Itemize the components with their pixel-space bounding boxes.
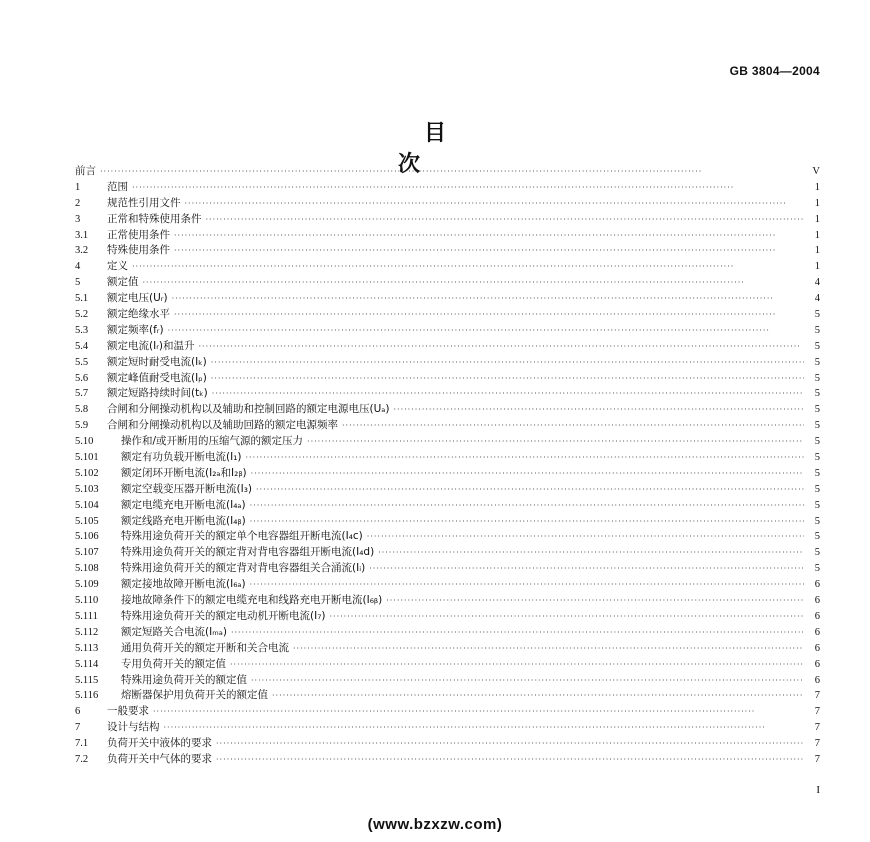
toc-entry-page: 1 [814,181,820,193]
toc-entry-label: 定义 [107,260,128,273]
toc-dot-leader [307,434,804,450]
toc-entry-label: 额定短路关合电流(Iₘₐ) [121,625,227,638]
toc-entry[interactable] [75,736,820,752]
toc-dot-leader [342,418,804,434]
toc-dot-leader [211,355,804,371]
toc-entry-label: 设计与结构 [107,721,160,734]
toc-entry[interactable] [75,402,820,418]
toc-dot-leader [250,577,804,593]
toc-entry[interactable] [75,577,820,593]
toc-entry-number: 4 [75,261,81,273]
toc-entry-page: 4 [814,293,820,305]
toc-entry-label: 额定短时耐受电流(Iₖ) [107,355,207,368]
toc-entry-page: V [812,166,820,177]
toc-entry-page: 6 [814,642,820,654]
toc-dot-leader [100,164,804,180]
toc-entry[interactable] [75,720,820,736]
toc-dot-leader [211,371,804,387]
toc-entry-label: 额定闭环开断电流(I₂ₐ和I₂ᵦ) [121,466,247,479]
toc-dot-leader [174,307,804,323]
toc-entry-label: 规范性引用文件 [107,196,181,209]
toc-entry-label: 接地故障条件下的额定电缆充电和线路充电开断电流(I₆ᵦ) [121,594,383,607]
toc-entry[interactable] [75,498,820,514]
toc-entry-page: 6 [814,626,820,638]
toc-entry[interactable] [75,529,820,545]
toc-entry-number: 5.10 [75,436,94,448]
toc-entry-number: 5.112 [75,626,99,638]
toc-entry[interactable] [75,386,820,402]
toc-entry-page: 5 [814,467,820,479]
toc-entry-number: 5.104 [75,499,99,511]
toc-entry-page: 5 [814,499,820,511]
toc-entry-number: 5.106 [75,531,99,543]
toc-entry-page: 7 [814,690,820,702]
toc-dot-leader [174,228,804,244]
toc-dot-leader [367,529,804,545]
toc-entry[interactable] [75,625,820,641]
toc-entry-label: 特殊使用条件 [107,244,170,257]
toc-entry-label: 额定电压(Uᵣ) [107,292,168,305]
toc-entry-number: 5.105 [75,515,99,527]
toc-entry-number: 5.3 [75,324,89,336]
toc-dot-leader [369,561,804,577]
toc-entry[interactable] [75,482,820,498]
toc-entry-label: 合闸和分闸操动机构以及辅助和控制回路的额定电源电压(Uₐ) [107,403,390,416]
toc-entry-number: 5.115 [75,674,99,686]
toc-entry-page: 5 [814,452,820,464]
toc-entry[interactable] [75,545,820,561]
website-watermark: (www.bzxzw.com) [367,816,503,833]
toc-entry-label: 通用负荷开关的额定开断和关合电流 [121,641,289,654]
toc-dot-leader [132,259,804,275]
toc-entry-label: 操作和/或开断用的压缩气源的额定压力 [121,435,304,448]
toc-entry[interactable] [75,243,820,259]
toc-entry-number: 7.2 [75,753,89,765]
toc-entry[interactable] [75,450,820,466]
toc-entry-page: 5 [814,388,820,400]
toc-entry-number: 5 [75,277,81,289]
toc-entry[interactable] [75,514,820,530]
toc-entry-number: 7.1 [75,738,89,750]
toc-entry-label: 额定接地故障开断电流(I₆ₐ) [121,578,246,591]
toc-entry[interactable] [75,371,820,387]
toc-entry-number: 6 [75,706,81,718]
toc-dot-leader [164,720,805,736]
toc-dot-leader [250,498,804,514]
toc-entry-page: 5 [814,372,820,384]
toc-entry-number: 5.116 [75,690,99,702]
toc-entry[interactable] [75,466,820,482]
toc-dot-leader [132,180,804,196]
toc-entry-page: 5 [814,515,820,527]
toc-entry-page: 5 [814,563,820,575]
toc-entry-number: 5.4 [75,340,89,352]
toc-entry-page: 5 [814,324,820,336]
toc-entry-label: 正常和特殊使用条件 [107,212,202,225]
toc-entry-page: 5 [814,309,820,321]
toc-dot-leader [250,514,804,530]
toc-entry-number: 3 [75,213,81,225]
toc-entry-page: 5 [814,483,820,495]
toc-entry-number: 5.6 [75,372,89,384]
toc-entry-page: 7 [814,753,820,765]
toc-entry-label: 负荷开关中气体的要求 [107,752,212,765]
toc-entry[interactable] [75,752,820,768]
toc-dot-leader [256,482,804,498]
toc-entry-page: 1 [814,213,820,225]
page-title: 目 次 [397,121,573,177]
toc-entry-label: 特殊用途负荷开关的额定电动机开断电流(I₇) [121,609,326,622]
toc-entry-page: 5 [814,404,820,416]
toc-entry-number: 7 [75,722,81,734]
toc-entry-label: 负荷开关中液体的要求 [107,737,212,750]
toc-dot-leader [386,593,804,609]
toc-entry-page: 7 [814,706,820,718]
toc-entry[interactable] [75,434,820,450]
toc-entry-page: 7 [814,722,820,734]
toc-entry[interactable] [75,180,820,196]
toc-entry-number: 5.114 [75,658,99,670]
toc-entry[interactable] [75,609,820,625]
toc-dot-leader [185,196,805,212]
toc-entry-label: 一般要求 [107,705,149,718]
toc-entry-number: 5.1 [75,293,89,305]
toc-dot-leader [378,545,804,561]
toc-entry[interactable] [75,688,820,704]
toc-entry-number: 5.5 [75,356,89,368]
toc-entry[interactable] [75,164,820,180]
toc-entry-number: 5.107 [75,547,99,559]
toc-entry-page: 5 [814,340,820,352]
toc-entry-page: 5 [814,547,820,559]
toc-entry-number: 5.7 [75,388,89,400]
toc-entry-page: 5 [814,356,820,368]
toc-dot-leader [293,641,804,657]
toc-entry-page: 6 [814,610,820,622]
toc-dot-leader [216,752,804,768]
toc-entry-label: 专用负荷开关的额定值 [121,657,226,670]
toc-entry[interactable] [75,228,820,244]
toc-entry-number: 5.102 [75,467,99,479]
toc-entry-number: 5.9 [75,420,89,432]
toc-entry-label: 熔断器保护用负荷开关的额定值 [121,689,268,702]
toc-entry-page: 4 [814,277,820,289]
page-number: I [816,784,820,796]
toc-entry-page: 1 [814,245,820,257]
toc-dot-leader [231,625,804,641]
toc-entry[interactable] [75,418,820,434]
toc-entry-page: 5 [814,436,820,448]
toc-entry-label: 正常使用条件 [107,228,170,241]
toc-entry-label: 额定有功负载开断电流(I₁) [121,451,242,464]
toc-dot-leader [394,402,805,418]
toc-dot-leader [246,450,805,466]
toc-dot-leader [153,704,804,720]
toc-entry-label: 特殊用途负荷开关的额定单个电容器组开断电流(I₄c) [121,530,363,543]
toc-entry[interactable] [75,593,820,609]
toc-entry-number: 5.103 [75,483,99,495]
toc-dot-leader [206,212,805,228]
toc-entry-number: 5.108 [75,563,99,575]
toc-dot-leader [251,466,804,482]
toc-entry-label: 特殊用途负荷开关的额定背对背电容器组开断电流(I₄d) [121,546,375,559]
toc-entry-number: 5.113 [75,642,99,654]
toc-dot-leader [143,275,805,291]
toc-entry[interactable] [75,657,820,673]
toc-entry-number: 5.8 [75,404,89,416]
toc-entry-label: 额定峰值耐受电流(Iₚ) [107,371,207,384]
toc-entry-label: 额定电流(Iᵣ)和温升 [107,339,195,352]
toc-entry-number: 5.2 [75,309,89,321]
toc-dot-leader [212,386,804,402]
toc-entry[interactable] [75,561,820,577]
table-of-contents [75,164,820,768]
toc-dot-leader [330,609,805,625]
toc-entry-number: 3.1 [75,229,89,241]
toc-entry[interactable] [75,291,820,307]
toc-entry[interactable] [75,259,820,275]
toc-entry-number: 1 [75,181,81,193]
toc-entry[interactable] [75,339,820,355]
toc-entry-page: 1 [814,229,820,241]
toc-entry[interactable] [75,355,820,371]
toc-dot-leader [168,323,804,339]
toc-entry-number: 5.109 [75,579,99,591]
toc-entry-label: 额定短路持续时间(tₖ) [107,387,208,400]
toc-dot-leader [230,657,804,673]
toc-entry[interactable] [75,323,820,339]
toc-entry-page: 6 [814,579,820,591]
toc-entry[interactable] [75,307,820,323]
toc-dot-leader [199,339,804,355]
toc-entry-number: 5.101 [75,452,99,464]
toc-entry-page: 7 [814,738,820,750]
toc-entry-number: 5.110 [75,595,99,607]
toc-entry-page: 1 [814,197,820,209]
toc-entry-number: 5.111 [75,610,98,622]
toc-entry-label: 额定电缆充电开断电流(I₄ₐ) [121,498,246,511]
toc-entry-page: 5 [814,531,820,543]
toc-entry[interactable] [75,196,820,212]
toc-entry[interactable] [75,641,820,657]
toc-dot-leader [174,243,804,259]
toc-dot-leader [216,736,804,752]
toc-entry-label: 额定频率(fᵣ) [107,323,164,336]
toc-entry[interactable] [75,673,820,689]
toc-entry-page: 5 [814,420,820,432]
toc-entry[interactable] [75,275,820,291]
toc-entry-number: 2 [75,197,81,209]
toc-entry[interactable] [75,704,820,720]
toc-entry-label: 范围 [107,180,128,193]
toc-entry-label: 特殊用途负荷开关的额定背对背电容器组关合涌流(Iᵢ) [121,562,366,575]
toc-entry-label: 额定绝缘水平 [107,308,170,321]
toc-entry-page: 6 [814,658,820,670]
toc-entry-page: 6 [814,674,820,686]
toc-dot-leader [251,673,804,689]
toc-entry-page: 6 [814,595,820,607]
toc-dot-leader [172,291,804,307]
toc-entry-label: 额定值 [107,276,139,289]
toc-entry-number: 3.2 [75,245,89,257]
toc-entry-label: 前言 [75,165,96,177]
toc-entry[interactable] [75,212,820,228]
toc-dot-leader [272,688,804,704]
toc-entry-label: 额定线路充电开断电流(I₄ᵦ) [121,514,246,527]
toc-entry-label: 合闸和分闸操动机构以及辅助回路的额定电源频率 [107,419,338,432]
toc-entry-label: 特殊用途负荷开关的额定值 [121,673,247,686]
standard-code: GB 3804—2004 [729,64,820,78]
toc-entry-label: 额定空载变压器开断电流(I₃) [121,482,252,495]
toc-entry-page: 1 [814,261,820,273]
